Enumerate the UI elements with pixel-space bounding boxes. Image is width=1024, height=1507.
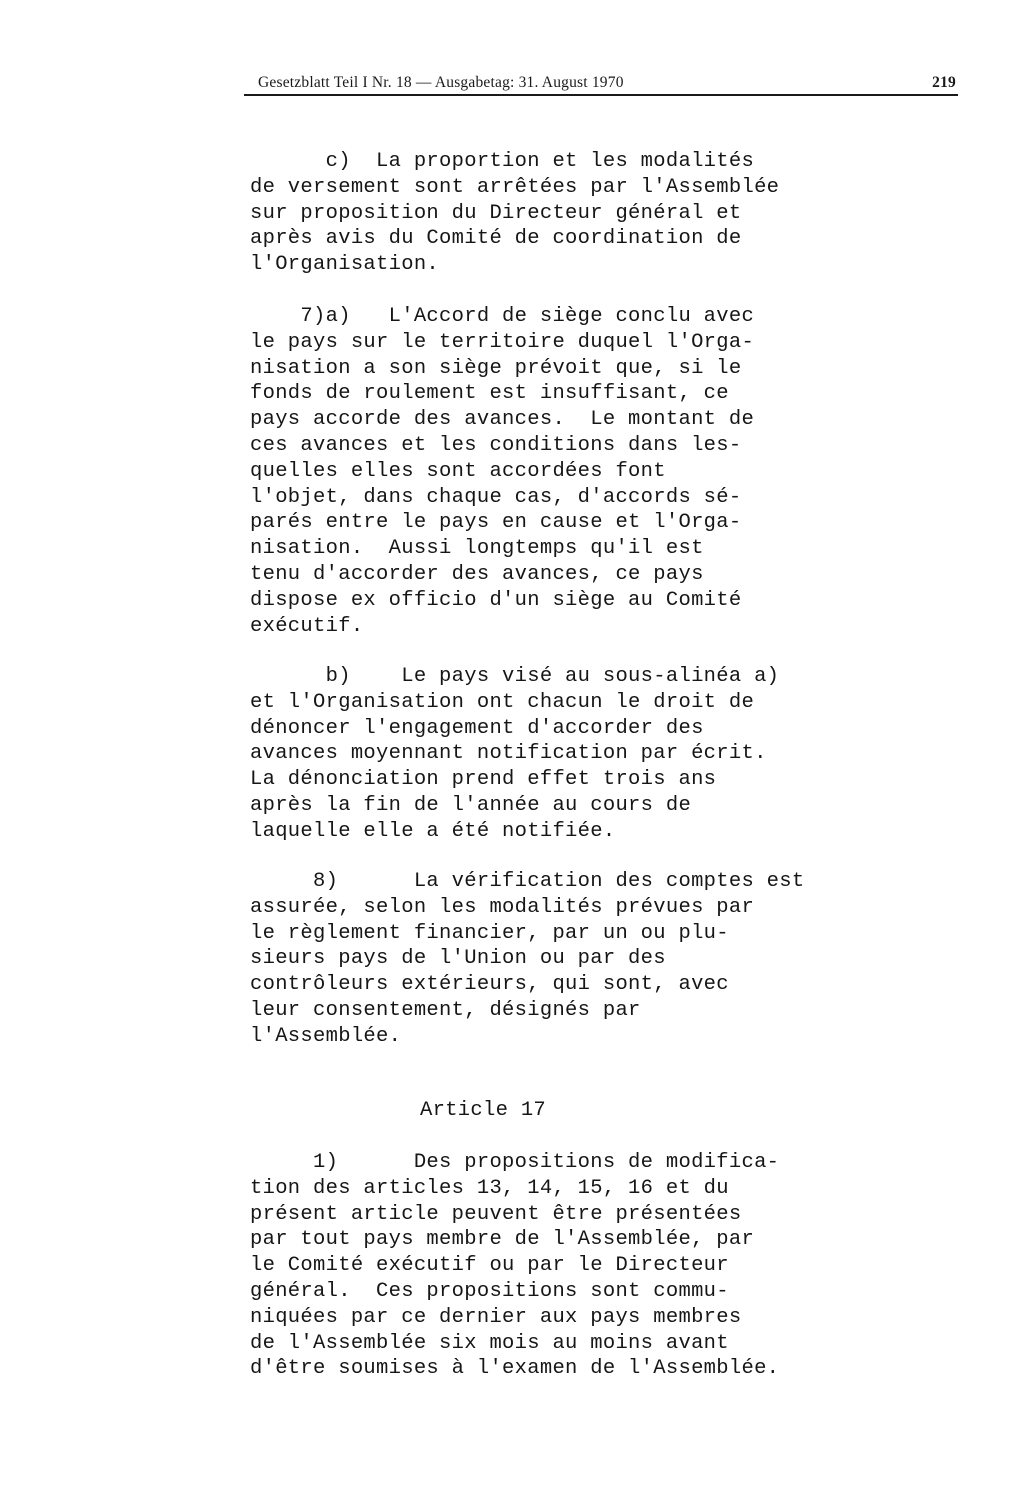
paragraph-c — [250, 149, 779, 278]
text-line: après avis du Comité de coordination de — [250, 227, 742, 251]
text-line: nisation. Aussi longtemps qu'il est — [250, 537, 704, 561]
page-number: 219 — [932, 74, 956, 91]
paragraph-b — [250, 664, 779, 845]
text-line: le pays sur le territoire duquel l'Orga- — [250, 330, 755, 354]
text-line: l'Assemblée. — [250, 1024, 402, 1048]
text-line: contrôleurs extérieurs, qui sont, avec — [250, 973, 729, 997]
text-line: 7)a) L'Accord de siège conclu avec — [250, 305, 755, 328]
text-line: dispose ex officio d'un siège au Comité — [250, 588, 742, 612]
text-line: nisation a son siège prévoit que, si le — [250, 356, 742, 380]
paragraph-article-17-1 — [250, 1150, 779, 1382]
text-line: par tout pays membre de l'Assemblée, par — [250, 1228, 755, 1252]
text-line: laquelle elle a été notifiée. — [250, 819, 616, 843]
text-line: sieurs pays de l'Union ou par des — [250, 947, 666, 971]
text-line: tenu d'accorder des avances, ce pays — [250, 562, 704, 586]
text-line: sur proposition du Directeur général et — [250, 201, 742, 225]
text-line: le Comité exécutif ou par le Directeur — [250, 1254, 729, 1278]
text-line: ces avances et les conditions dans les- — [250, 433, 742, 457]
paragraph-8 — [250, 869, 805, 1050]
text-line: général. Ces propositions sont commu- — [250, 1279, 729, 1303]
article-heading: Article 17 — [420, 1099, 547, 1122]
text-line: quelles elles sont accordées font — [250, 459, 666, 483]
text-line: La dénonciation prend effet trois ans — [250, 768, 717, 792]
text-line: tion des articles 13, 14, 15, 16 et du — [250, 1176, 729, 1200]
text-line: l'Organisation. — [250, 253, 440, 277]
header-rule — [244, 94, 958, 96]
text-line: 1) Des propositions de modifica- — [250, 1151, 780, 1174]
text-line: dénoncer l'engagement d'accorder des — [250, 716, 704, 740]
text-line: exécutif. — [250, 614, 364, 638]
text-line: fonds de roulement est insuffisant, ce — [250, 382, 729, 406]
text-line: et l'Organisation ont chacun le droit de — [250, 690, 755, 714]
text-line: de versement sont arrêtées par l'Assemblée — [250, 175, 780, 199]
text-line: présent article peuvent être présentées — [250, 1202, 742, 1226]
text-line: niquées par ce dernier aux pays membres — [250, 1305, 742, 1329]
text-line: de l'Assemblée six mois au moins avant — [250, 1331, 729, 1355]
text-line: leur consentement, désignés par — [250, 998, 641, 1022]
paragraph-7a — [250, 304, 754, 639]
page-header — [244, 74, 956, 96]
text-line: d'être soumises à l'examen de l'Assemblée. — [250, 1357, 780, 1381]
text-line: b) Le pays visé au sous-alinéa a) — [250, 665, 780, 688]
text-line: c) La proportion et les modalités — [250, 150, 755, 173]
text-line: parés entre le pays en cause et l'Orga- — [250, 511, 742, 535]
text-line: assurée, selon les modalités prévues par — [250, 895, 755, 919]
text-line: pays accorde des avances. Le montant de — [250, 408, 755, 432]
text-line: après la fin de l'année au cours de — [250, 793, 692, 817]
text-line: le règlement financier, par un ou plu- — [250, 921, 729, 945]
text-line: 8) La vérification des comptes est — [250, 870, 805, 893]
text-line: l'objet, dans chaque cas, d'accords sé- — [250, 485, 742, 509]
text-line: avances moyennant notification par écrit. — [250, 742, 767, 766]
gazette-title: Gesetzblatt Teil I Nr. 18 — Ausgabetag: 31. August 1970 — [258, 74, 624, 91]
